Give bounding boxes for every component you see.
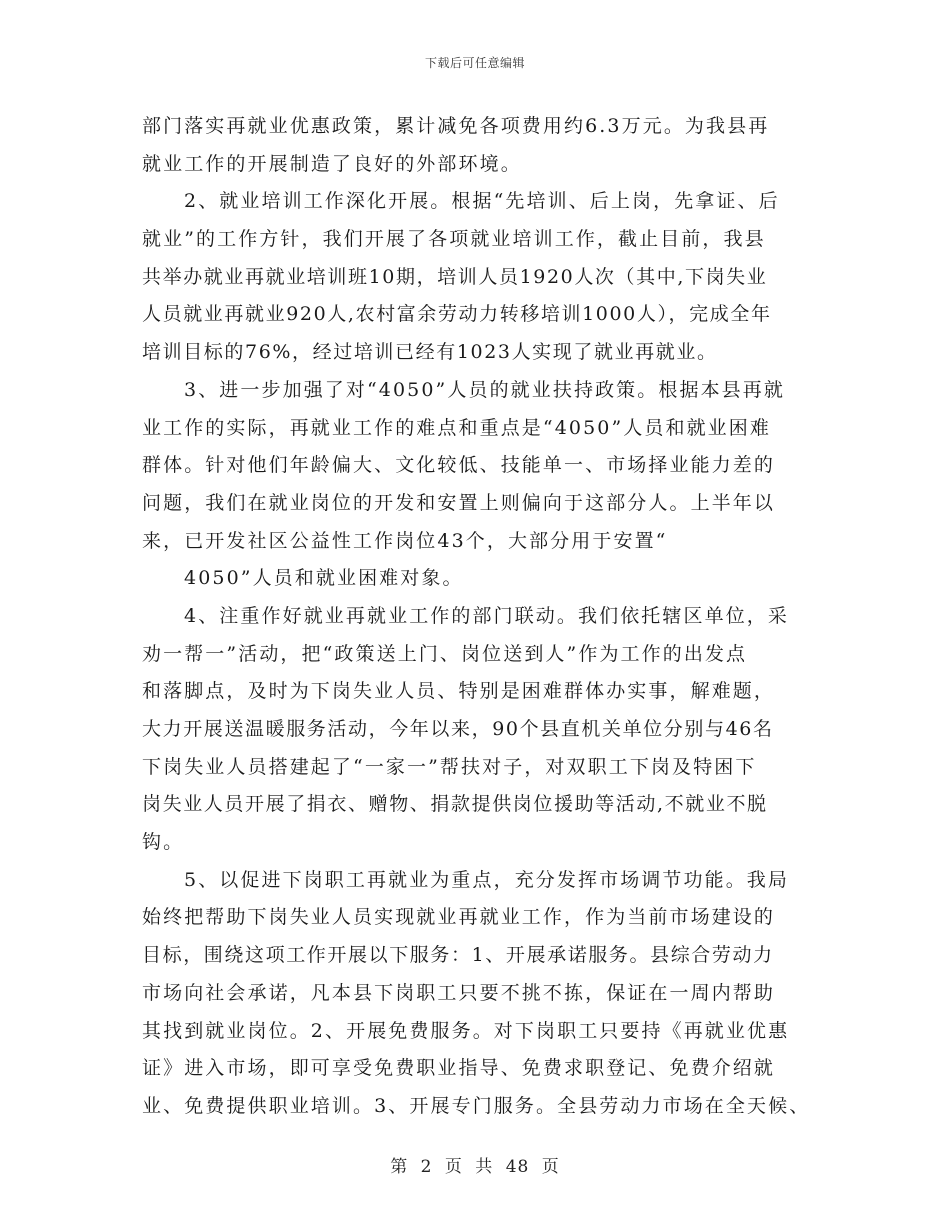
paragraph-line: 和落脚点，及时为下岗失业人员、特别是困难群体办实事，解难题，	[142, 680, 776, 703]
paragraph-line: 3、进一步加强了对“4050”人员的就业扶持政策。根据本县再就	[184, 378, 785, 401]
paragraph-line: 岗失业人员开展了捐衣、赠物、捐款提供岗位援助等活动,不就业不脱	[142, 793, 768, 816]
paragraph-line: 培训目标的76%，经过培训已经有1023人实现了就业再就业。	[142, 341, 718, 364]
paragraph-line: 目标，围绕这项工作开展以下服务：1、开展承诺服务。县综合劳动力	[142, 944, 774, 967]
paragraph-line: 来，已开发社区公益性工作岗位43个，大部分用于安置“	[142, 529, 668, 552]
paragraph-line: 市场向社会承诺，凡本县下岗职工只要不挑不拣，保证在一周内帮助	[142, 981, 776, 1004]
paragraph-line: 证》进入市场，即可享受免费职业指导、免费求职登记、免费介绍就	[142, 1057, 776, 1080]
paragraph-line: 其找到就业岗位。2、开展免费服务。对下岗职工只要持《再就业优惠	[142, 1019, 790, 1042]
paragraph-line: 始终把帮助下岗失业人员实现就业再就业工作，作为当前市场建设的	[142, 906, 776, 929]
paragraph-line: 共举办就业再就业培训班10期，培训人员1920人次（其中,下岗失业	[142, 265, 768, 288]
paragraph-line: 4050”人员和就业困难对象。	[184, 567, 464, 590]
paragraph-line: 2、就业培训工作深化开展。根据“先培训、后上岗，先拿证、后	[184, 190, 780, 213]
document-body	[142, 108, 817, 1126]
paragraph-line: 就业工作的开展制造了良好的外部环境。	[142, 152, 522, 175]
paragraph-line: 业、免费提供职业培训。3、开展专门服务。全县劳动力市场在全天候、	[142, 1094, 811, 1117]
paragraph-line: 群体。针对他们年龄偏大、文化较低、技能单一、市场择业能力差的	[142, 454, 776, 477]
page-number: 第 2 页 共 48 页	[390, 1157, 560, 1177]
paragraph-line: 大力开展送温暖服务活动，今年以来，90个县直机关单位分别与46名	[142, 718, 774, 740]
paragraph-line: 部门落实再就业优惠政策，累计减免各项费用约6.3万元。为我县再	[142, 115, 770, 137]
paragraph-line: 钩。	[142, 831, 185, 854]
paragraph-line: 下岗失业人员搭建起了“一家一”帮扶对子，对双职工下岗及特困下	[142, 755, 757, 778]
paragraph-line: 人员就业再就业920人,农村富余劳动力转移培训1000人），完成全年	[142, 303, 772, 326]
paragraph-line: 4、注重作好就业再就业工作的部门联动。我们依托辖区单位，采	[184, 604, 789, 627]
page-header: 下载后可任意编辑	[424, 56, 525, 70]
paragraph-line: 问题，我们在就业岗位的开发和安置上则偏向于这部分人。上半年以	[142, 491, 776, 514]
paragraph-line: 劝一帮一”活动，把“政策送上门、岗位送到人”作为工作的出发点	[142, 642, 748, 665]
paragraph-line: 5、以促进下岗职工再就业为重点，充分发挥市场调节功能。我局	[184, 868, 789, 891]
paragraph-line: 就业”的工作方针，我们开展了各项就业培训工作，截止目前，我县	[142, 228, 766, 251]
paragraph-line: 业工作的实际，再就业工作的难点和重点是“4050”人员和就业困难	[142, 416, 771, 439]
